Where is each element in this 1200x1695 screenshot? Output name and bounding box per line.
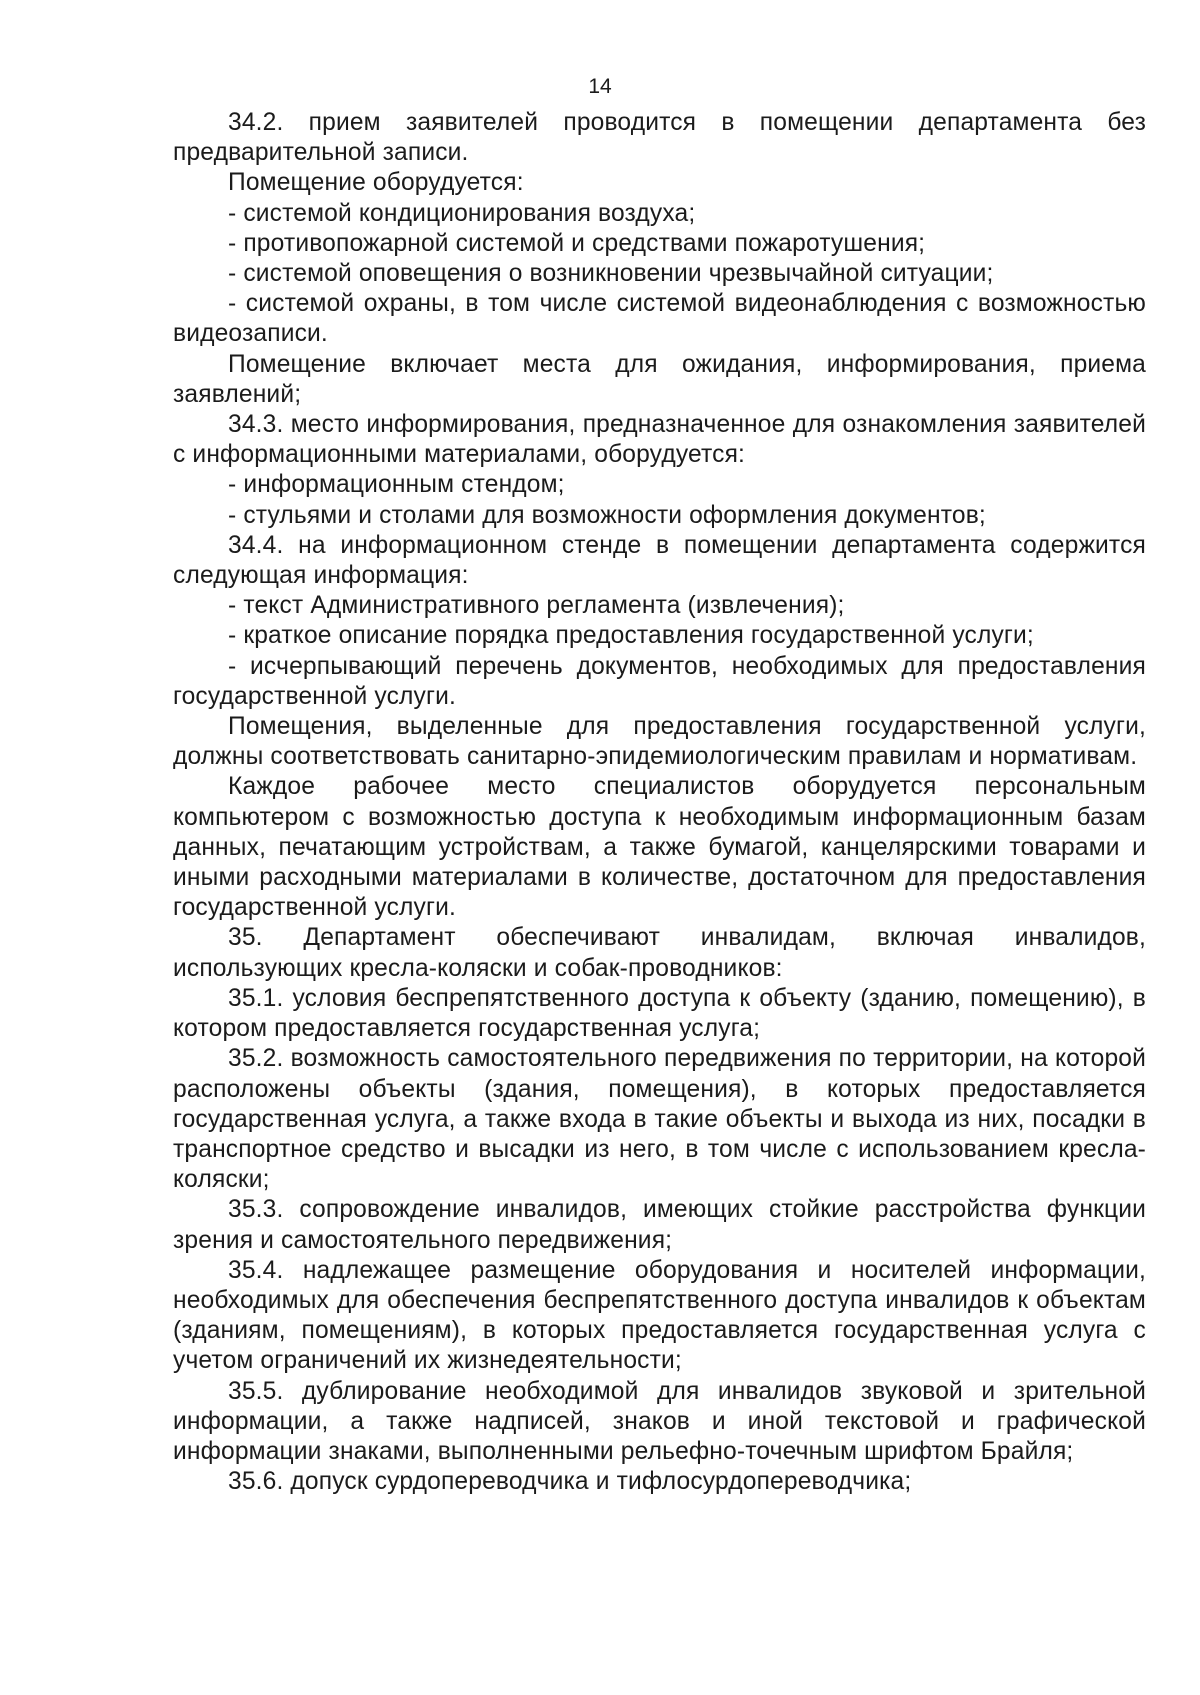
list-item-procedure-description: - краткое описание порядка предоставления государственной услуги;: [228, 622, 1034, 650]
paragraph-35: 35. Департамент обеспечивают инвалидам, включая инвалидов, использующих кресла-коляски и собак-проводников:: [173, 924, 1146, 982]
paragraph-35-4: 35.4. надлежащее размещение оборудования и носителей информации, необходимых для обеспечения беспрепятственного доступа инвалидов к объектам (зданиям, помещениям), в которых предоставляется государственная услуга с учетом ограничений их жизнедеятельности;: [173, 1256, 1146, 1375]
document-body: [173, 108, 1146, 1497]
paragraph-35-5: 35.5. дублирование необходимой для инвалидов звуковой и зрительной информации, а также надписей, знаков и иной текстовой и графической информации знаками, выполненными рельефно-точечным шрифтом Брайля;: [173, 1377, 1146, 1465]
paragraph-34-4: 34.4. на информационном стенде в помещении департамента содержится следующая информация:: [173, 531, 1146, 590]
page-number: 14: [588, 75, 612, 98]
paragraph-34-3: 34.3. место информирования, предназначенное для ознакомления заявителей с информационными материалами, оборудуется:: [173, 411, 1146, 469]
paragraph-premises-areas: Помещение включает места для ожидания, информирования, приема заявлений;: [173, 350, 1146, 408]
list-item-chairs-tables: - стульями и столами для возможности оформления документов;: [228, 501, 986, 529]
paragraph-35-1: 35.1. условия беспрепятственного доступа к объекту (зданию, помещению), в котором предоставляется государственная услуга;: [173, 984, 1146, 1043]
paragraph-35-6: 35.6. допуск сурдопереводчика и тифлосурдопереводчика;: [228, 1468, 912, 1496]
paragraph-34-2: 34.2. прием заявителей проводится в помещении департамента без предварительной записи.: [173, 109, 1146, 167]
list-item-emergency-alert: - системой оповещения о возникновении чрезвычайной ситуации;: [228, 260, 994, 288]
paragraph-sanitary-rules: Помещения, выделенные для предоставления государственной услуги, должны соответствовать санитарно-эпидемиологическим правилам и нормативам.: [173, 713, 1146, 771]
list-item-air-conditioning: - системой кондиционирования воздуха;: [228, 199, 696, 227]
list-item-fire-system: - противопожарной системой и средствами пожаротушения;: [228, 229, 926, 257]
list-item-regulation-text: - текст Административного регламента (извлечения);: [228, 592, 845, 620]
paragraph-equipment-intro: Помещение оборудуется:: [228, 169, 524, 197]
paragraph-35-2: 35.2. возможность самостоятельного передвижения по территории, на которой расположены объекты (здания, помещения), в которых предоставляется государственная услуга, а также входа в такие объекты и выхода из них, посадки в транспортное средство и высадки из него, в том числе с использованием кресла-коляски;: [173, 1045, 1146, 1194]
list-item-documents-list: - исчерпывающий перечень документов, необходимых для предоставления государственной услуги.: [173, 652, 1146, 710]
list-item-info-stand: - информационным стендом;: [228, 471, 565, 499]
list-item-security-system: - системой охраны, в том числе системой видеонаблюдения с возможностью видеозаписи.: [173, 290, 1146, 348]
paragraph-workplace: Каждое рабочее место специалистов оборудуется персональным компьютером с возможностью доступа к необходимым информационным базам данных, печатающим устройствам, а также бумагой, канцелярскими товарами и иными расходными материалами в количестве, достаточном для предоставления государственной услуги.: [173, 773, 1146, 922]
paragraph-35-3: 35.3. сопровождение инвалидов, имеющих стойкие расстройства функции зрения и самостоятельного передвижения;: [173, 1196, 1146, 1254]
